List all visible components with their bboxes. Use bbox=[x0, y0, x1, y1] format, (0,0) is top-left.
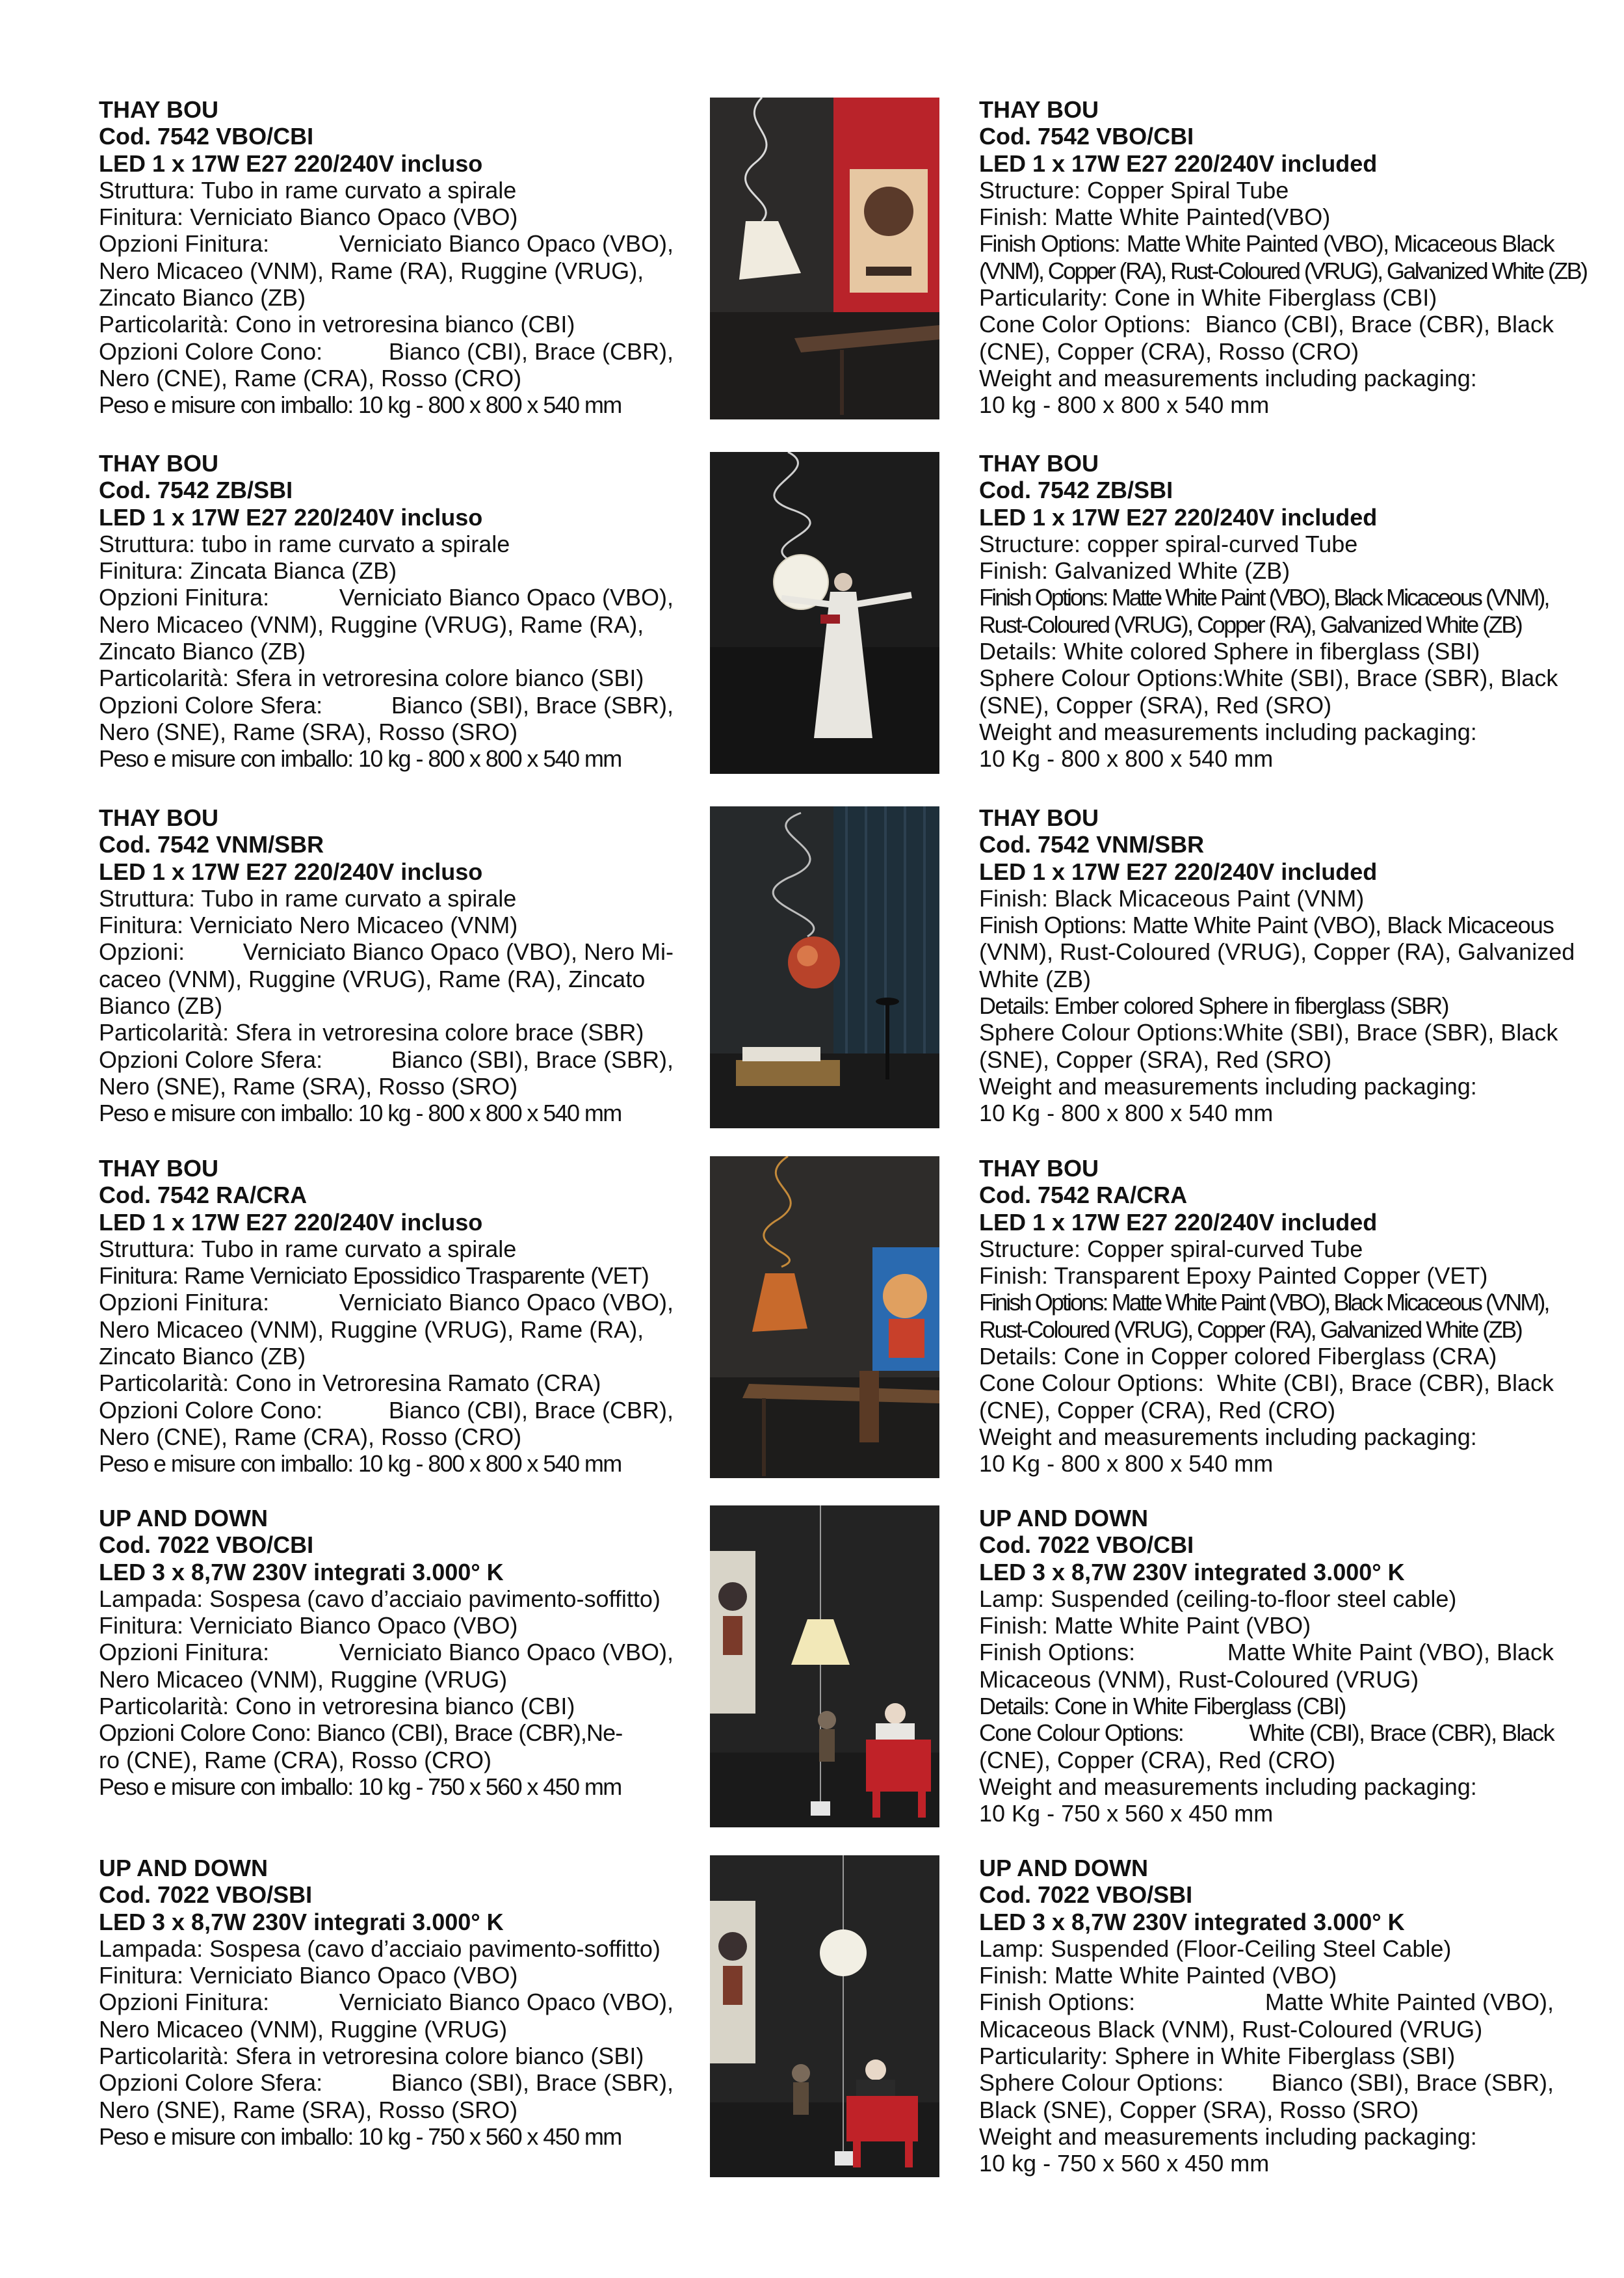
colour-line bbox=[979, 1719, 1554, 1746]
weight-label: Weight and measurements including packaging: bbox=[979, 718, 1477, 745]
weight-value: 10 Kg - 800 x 800 x 540 mm bbox=[979, 1450, 1274, 1477]
label: Opzioni Finitura: bbox=[99, 1639, 270, 1666]
label: Finitura: bbox=[99, 1612, 184, 1639]
value: Sospesa (cavo d’acciaio pavimento-soffitto) bbox=[209, 1585, 661, 1612]
peso-line bbox=[99, 1450, 674, 1477]
colore-line-2: ro (CNE), Rame (CRA), Rosso (CRO) bbox=[99, 1746, 492, 1773]
struttura-line bbox=[99, 531, 674, 557]
opzioni-finitura-line-3: Zincato Bianco (ZB) bbox=[99, 638, 306, 665]
lampada-line bbox=[99, 1585, 674, 1612]
entry-3-italian bbox=[99, 804, 674, 1127]
led-spec: LED 1 x 17W E27 220/240V incluso bbox=[99, 1208, 483, 1236]
label: Finish: bbox=[979, 1612, 1049, 1639]
value: Black Micaceous Paint (VNM) bbox=[1054, 884, 1365, 912]
label: Struttura: bbox=[99, 530, 196, 557]
label: Details: bbox=[979, 1343, 1058, 1370]
colour-line-2: Black (SNE), Copper (SRA), Rosso (SRO) bbox=[979, 2096, 1419, 2123]
particolarita-line bbox=[99, 311, 674, 338]
label: Cone Colour Options: bbox=[979, 1370, 1205, 1397]
label: Opzioni Colore Sfera: bbox=[99, 1046, 323, 1073]
value: White (CBI), Brace (CBR), Black bbox=[1249, 1719, 1554, 1747]
led-spec: LED 1 x 17W E27 220/240V included bbox=[979, 1208, 1378, 1236]
entry-4-english bbox=[979, 1155, 1554, 1477]
structure-line bbox=[979, 177, 1554, 204]
label: Opzioni Colore Cono: bbox=[99, 338, 323, 365]
opzioni-finitura-line-2: Nero Micaceo (VNM), Ruggine (VRUG) bbox=[99, 2015, 508, 2043]
label: Struttura: bbox=[99, 884, 196, 912]
value: Ember colored Sphere in fiberglass (SBR) bbox=[1054, 992, 1448, 1020]
colour-line bbox=[979, 1019, 1558, 1046]
product-name: UP AND DOWN bbox=[979, 1505, 1148, 1531]
product-code: Cod. 7542 VBO/CBI bbox=[99, 123, 314, 150]
entry-6-italian bbox=[99, 1855, 674, 2150]
value: Matte White Paint (VBO) bbox=[1054, 1612, 1311, 1639]
opzioni-finitura-line-2: Nero Micaceo (VNM), Ruggine (VRUG), Rame (RA), bbox=[99, 1316, 644, 1343]
finish-options-line-2: (VNM), Copper (RA), Rust-Coloured (VRUG), Galvanized White (ZB) bbox=[979, 257, 1587, 284]
colore-line-2: Nero (SNE), Rame (SRA), Rosso (SRO) bbox=[99, 718, 518, 745]
label: Struttura: bbox=[99, 1235, 196, 1262]
value: Suspended (Floor-Ceiling Steel Cable) bbox=[1051, 1935, 1452, 1962]
value: Cono in Vetroresina Ramato (CRA) bbox=[235, 1370, 601, 1397]
label: Opzioni Colore Cono: bbox=[99, 1396, 323, 1424]
value: Matte White Paint (VBO), Black bbox=[1227, 1639, 1554, 1666]
value: Cone in Copper colored Fiberglass (CRA) bbox=[1064, 1343, 1497, 1370]
label: Opzioni Finitura: bbox=[99, 1289, 270, 1316]
peso-line bbox=[99, 1773, 674, 1800]
colour-line bbox=[979, 311, 1554, 338]
finish-line bbox=[979, 885, 1554, 912]
product-name: THAY BOU bbox=[979, 1155, 1099, 1182]
label: Peso e misure con imballo: bbox=[99, 745, 353, 773]
value: Verniciato Bianco Opaco (VBO), Nero Mi- bbox=[242, 938, 674, 966]
value: Suspended (ceiling-to-floor steel cable) bbox=[1051, 1585, 1457, 1612]
value: Tubo in rame curvato a spirale bbox=[201, 1235, 517, 1262]
details-line bbox=[979, 638, 1554, 665]
product-code: Cod. 7542 RA/CRA bbox=[979, 1182, 1188, 1209]
value: Matte White Painted (VBO), Micaceous Black bbox=[1126, 230, 1554, 258]
label: Particularity: bbox=[979, 284, 1108, 311]
particolarita-line bbox=[99, 1693, 674, 1719]
value: Matte White Painted (VBO) bbox=[1054, 1962, 1337, 1989]
particularity-line bbox=[979, 2043, 1554, 2069]
finitura-line bbox=[99, 1262, 674, 1289]
particularity-line bbox=[979, 284, 1554, 311]
colore-line bbox=[99, 2069, 674, 2096]
weight-label: Weight and measurements including packaging: bbox=[979, 364, 1477, 391]
finitura-line bbox=[99, 1612, 674, 1639]
label: Lamp: bbox=[979, 1935, 1045, 1962]
value: Rame Verniciato Epossidico Trasparente (VET) bbox=[184, 1262, 649, 1290]
label: Structure: bbox=[979, 176, 1081, 204]
value: Matte White Painted (VBO), bbox=[1264, 1989, 1554, 2016]
value: 10 kg - 750 x 560 x 450 mm bbox=[358, 2123, 622, 2150]
label: Peso e misure con imballo: bbox=[99, 391, 353, 419]
value: Sfera in vetroresina colore bianco (SBI) bbox=[235, 2043, 644, 2070]
label: Particolarità: bbox=[99, 311, 229, 338]
value: Cone in White Fiberglass (CBI) bbox=[1054, 1693, 1346, 1720]
label: Finitura: bbox=[99, 204, 184, 231]
value: Verniciato Bianco Opaco (VBO), bbox=[339, 1639, 674, 1666]
thay-bou-ember-sphere-photo bbox=[710, 806, 939, 1128]
lamp-line bbox=[979, 1585, 1554, 1612]
opzioni-line bbox=[99, 938, 674, 965]
label: Finish Options: bbox=[979, 584, 1107, 611]
finish-options-line bbox=[979, 1639, 1554, 1665]
led-spec: LED 1 x 17W E27 220/240V included bbox=[979, 858, 1378, 885]
finish-options-line bbox=[979, 230, 1554, 257]
product-code: Cod. 7542 ZB/SBI bbox=[99, 477, 293, 504]
value: Sfera in vetroresina colore brace (SBR) bbox=[235, 1019, 644, 1046]
value: Sphere in White Fiberglass (SBI) bbox=[1114, 2043, 1456, 2070]
product-name: THAY BOU bbox=[99, 1155, 219, 1182]
value: Verniciato Bianco Opaco (VBO) bbox=[190, 1962, 518, 1989]
label: Particolarità: bbox=[99, 1370, 229, 1397]
value: Cono in vetroresina bianco (CBI) bbox=[235, 1693, 575, 1720]
label: Particolarità: bbox=[99, 2043, 229, 2070]
value: Verniciato Bianco Opaco (VBO) bbox=[190, 204, 518, 231]
finitura-line bbox=[99, 1962, 674, 1989]
product-code: Cod. 7542 RA/CRA bbox=[99, 1182, 308, 1209]
value: White (SBI), Brace (SBR), Black bbox=[1224, 1019, 1558, 1046]
label: Opzioni: bbox=[99, 938, 185, 966]
label: Cone Colour Options: bbox=[979, 1719, 1184, 1747]
value: Sospesa (cavo d’acciaio pavimento-soffitto) bbox=[209, 1935, 661, 1962]
colore-line-2: Nero (CNE), Rame (CRA), Rosso (CRO) bbox=[99, 364, 522, 391]
value: 10 kg - 750 x 560 x 450 mm bbox=[358, 1773, 622, 1800]
value: White (SBI), Brace (SBR), Black bbox=[1224, 665, 1558, 692]
finish-line bbox=[979, 1612, 1554, 1639]
weight-value: 10 Kg - 750 x 560 x 450 mm bbox=[979, 1800, 1274, 1827]
value: 10 kg - 800 x 800 x 540 mm bbox=[358, 1450, 622, 1477]
peso-line bbox=[99, 2123, 674, 2150]
value: White colored Sphere in fiberglass (SBI) bbox=[1064, 638, 1480, 665]
thay-bou-copper-cone-photo bbox=[710, 1156, 939, 1478]
led-spec: LED 1 x 17W E27 220/240V included bbox=[979, 150, 1378, 177]
peso-line bbox=[99, 1100, 674, 1126]
label: Finish Options: bbox=[979, 912, 1127, 939]
value: 10 kg - 800 x 800 x 540 mm bbox=[358, 391, 622, 419]
label: Sphere Colour Options: bbox=[979, 665, 1224, 692]
lampada-line bbox=[99, 1935, 674, 1962]
value: Verniciato Bianco Opaco (VBO), bbox=[339, 230, 674, 258]
entry-6-english bbox=[979, 1855, 1554, 2177]
label: Opzioni Finitura: bbox=[99, 584, 270, 611]
finish-options-line bbox=[979, 584, 1554, 611]
colore-line bbox=[99, 338, 674, 365]
colore-line bbox=[99, 692, 674, 719]
weight-label: Weight and measurements including packaging: bbox=[979, 2123, 1477, 2150]
product-code: Cod. 7022 VBO/CBI bbox=[979, 1531, 1194, 1559]
entry-2-english bbox=[979, 450, 1558, 773]
label: Finitura: bbox=[99, 1262, 178, 1290]
label: Finitura: bbox=[99, 1962, 184, 1989]
led-spec: LED 1 x 17W E27 220/240V incluso bbox=[99, 150, 483, 177]
struttura-line bbox=[99, 885, 674, 912]
label: Peso e misure con imballo: bbox=[99, 1100, 353, 1127]
led-spec: LED 1 x 17W E27 220/240V incluso bbox=[99, 858, 483, 885]
value: Matte White Paint (VBO), Black Micaceous (VNM), bbox=[1111, 1289, 1549, 1316]
weight-value: 10 kg - 750 x 560 x 450 mm bbox=[979, 2150, 1270, 2177]
label: Finish Options: bbox=[979, 230, 1120, 258]
label: Finish: bbox=[979, 557, 1049, 585]
label: Lamp: bbox=[979, 1585, 1045, 1612]
label: Struttura: bbox=[99, 176, 196, 204]
value: Verniciato Bianco Opaco (VBO), bbox=[339, 1989, 674, 2016]
value: copper spiral-curved Tube bbox=[1087, 530, 1358, 557]
structure-line bbox=[979, 1236, 1554, 1262]
value: 10 kg - 800 x 800 x 540 mm bbox=[358, 1100, 622, 1127]
led-spec: LED 3 x 8,7W 230V integrati 3.000° K bbox=[99, 1558, 504, 1585]
label: Sphere Colour Options: bbox=[979, 1019, 1224, 1046]
led-spec: LED 3 x 8,7W 230V integrated 3.000° K bbox=[979, 1908, 1405, 1935]
finish-line bbox=[979, 557, 1554, 584]
entry-3-english bbox=[979, 804, 1575, 1127]
details-line bbox=[979, 1693, 1554, 1719]
product-name: UP AND DOWN bbox=[979, 1855, 1148, 1881]
led-spec: LED 3 x 8,7W 230V integrated 3.000° K bbox=[979, 1558, 1405, 1585]
finish-options-line-2: Micaceous Black (VNM), Rust-Coloured (VRUG) bbox=[979, 2015, 1483, 2043]
details-line bbox=[979, 1343, 1554, 1370]
structure-line bbox=[979, 531, 1554, 557]
label: Sphere Colour Options: bbox=[979, 2069, 1224, 2097]
colore-line bbox=[99, 1046, 674, 1073]
label: Opzioni Colore Sfera: bbox=[99, 691, 323, 719]
weight-label: Weight and measurements including packaging: bbox=[979, 1773, 1477, 1800]
value: Bianco (CBI), Brace (CBR), bbox=[388, 1396, 674, 1424]
entry-2-italian bbox=[99, 450, 674, 773]
label: Finitura: bbox=[99, 912, 184, 939]
label: Details: bbox=[979, 638, 1058, 665]
colour-line-2: (CNE), Copper (CRA), Red (CRO) bbox=[979, 1396, 1336, 1424]
product-code: Cod. 7022 VBO/SBI bbox=[979, 1881, 1193, 1909]
finish-options-line bbox=[979, 912, 1554, 938]
struttura-line bbox=[99, 1236, 674, 1262]
opzioni-finitura-line-2: Nero Micaceo (VNM), Rame (RA), Ruggine (VRUG), bbox=[99, 257, 644, 284]
colour-line bbox=[979, 665, 1558, 692]
weight-label: Weight and measurements including packaging: bbox=[979, 1072, 1477, 1100]
product-code: Cod. 7022 VBO/SBI bbox=[99, 1881, 313, 1909]
label: Finish Options: bbox=[979, 1289, 1107, 1316]
finitura-line bbox=[99, 204, 674, 230]
peso-line bbox=[99, 391, 674, 418]
value: Bianco (SBI), Brace (SBR), bbox=[391, 1046, 674, 1073]
finish-options-line-2: (VNM), Rust-Coloured (VRUG), Copper (RA), Galvanized bbox=[979, 938, 1575, 966]
value: Bianco (SBI), Brace (SBR), bbox=[391, 2069, 674, 2097]
thay-bou-white-sphere-photo bbox=[710, 452, 939, 774]
opzioni-finitura-line-2: Nero Micaceo (VNM), Ruggine (VRUG) bbox=[99, 1665, 508, 1693]
colour-line-2: (SNE), Copper (SRA), Red (SRO) bbox=[979, 691, 1332, 719]
value: Bianco (SBI), Brace (SBR), bbox=[1271, 2069, 1554, 2097]
label: Details: bbox=[979, 992, 1049, 1020]
value: Galvanized White (ZB) bbox=[1054, 557, 1290, 585]
label: Particolarità: bbox=[99, 665, 229, 692]
colour-line-2: (CNE), Copper (CRA), Red (CRO) bbox=[979, 1746, 1336, 1773]
led-spec: LED 3 x 8,7W 230V integrati 3.000° K bbox=[99, 1908, 504, 1935]
label: Opzioni Finitura: bbox=[99, 230, 270, 258]
entry-1-italian bbox=[99, 96, 674, 419]
value: Verniciato Bianco Opaco (VBO), bbox=[339, 584, 674, 611]
label: Opzioni Finitura: bbox=[99, 1989, 270, 2016]
value: Copper Spiral Tube bbox=[1087, 176, 1289, 204]
up-and-down-white-cone-photo bbox=[710, 1505, 939, 1827]
entry-1-english bbox=[979, 96, 1587, 419]
finish-line bbox=[979, 1262, 1554, 1289]
product-code: Cod. 7542 VNM/SBR bbox=[99, 831, 324, 858]
details-line bbox=[979, 992, 1554, 1019]
thay-bou-white-cone-photo bbox=[710, 98, 939, 419]
opzioni-line-3: Bianco (ZB) bbox=[99, 992, 223, 1020]
finish-options-line-2: Micaceous (VNM), Rust-Coloured (VRUG) bbox=[979, 1665, 1419, 1693]
particolarita-line bbox=[99, 2043, 674, 2069]
value: Bianco (CBI), Brace (CBR), Black bbox=[1205, 311, 1554, 338]
colour-line bbox=[979, 1370, 1554, 1396]
value: Copper spiral-curved Tube bbox=[1087, 1235, 1363, 1262]
label: Opzioni Colore Cono: bbox=[99, 1719, 311, 1747]
label: Structure: bbox=[979, 1235, 1081, 1262]
weight-value: 10 Kg - 800 x 800 x 540 mm bbox=[979, 745, 1274, 773]
product-code: Cod. 7542 VNM/SBR bbox=[979, 831, 1205, 858]
weight-value: 10 Kg - 800 x 800 x 540 mm bbox=[979, 1100, 1274, 1127]
label: Opzioni Colore Sfera: bbox=[99, 2069, 323, 2097]
lamp-line bbox=[979, 1935, 1554, 1962]
value: Bianco (CBI), Brace (CBR), bbox=[388, 338, 674, 365]
label: Cone Color Options: bbox=[979, 311, 1192, 338]
label: Peso e misure con imballo: bbox=[99, 1450, 353, 1477]
opzioni-finitura-line bbox=[99, 584, 674, 611]
product-name: THAY BOU bbox=[99, 450, 219, 477]
peso-line bbox=[99, 745, 674, 772]
colore-line-2: Nero (CNE), Rame (CRA), Rosso (CRO) bbox=[99, 1423, 522, 1450]
value: Bianco (SBI), Brace (SBR), bbox=[391, 691, 674, 719]
label: Lampada: bbox=[99, 1585, 203, 1612]
entry-5-english bbox=[979, 1505, 1554, 1827]
product-name: THAY BOU bbox=[979, 96, 1099, 123]
value: tubo in rame curvato a spirale bbox=[202, 530, 510, 557]
up-and-down-white-sphere-photo bbox=[710, 1855, 939, 2177]
finish-options-line bbox=[979, 1289, 1554, 1316]
value: Cone in White Fiberglass (CBI) bbox=[1114, 284, 1437, 311]
label: Peso e misure con imballo: bbox=[99, 2123, 353, 2150]
value: Cono in vetroresina bianco (CBI) bbox=[235, 311, 575, 338]
value: Verniciato Bianco Opaco (VBO) bbox=[190, 1612, 518, 1639]
colore-line bbox=[99, 1719, 674, 1746]
product-name: THAY BOU bbox=[979, 450, 1099, 477]
led-spec: LED 1 x 17W E27 220/240V incluso bbox=[99, 503, 483, 531]
weight-value: 10 kg - 800 x 800 x 540 mm bbox=[979, 391, 1270, 419]
finitura-line bbox=[99, 557, 674, 584]
opzioni-finitura-line bbox=[99, 1289, 674, 1316]
particolarita-line bbox=[99, 1019, 674, 1046]
entry-4-italian bbox=[99, 1155, 674, 1477]
opzioni-finitura-line bbox=[99, 1989, 674, 2015]
led-spec: LED 1 x 17W E27 220/240V included bbox=[979, 503, 1378, 531]
label: Details: bbox=[979, 1693, 1049, 1720]
label: Finish Options: bbox=[979, 1989, 1136, 2016]
value: Tubo in rame curvato a spirale bbox=[201, 176, 517, 204]
product-name: UP AND DOWN bbox=[99, 1505, 268, 1531]
label: Lampada: bbox=[99, 1935, 203, 1962]
value: Zincata Bianca (ZB) bbox=[190, 557, 397, 585]
struttura-line bbox=[99, 177, 674, 204]
label: Particularity: bbox=[979, 2043, 1108, 2070]
product-name: THAY BOU bbox=[979, 804, 1099, 831]
label: Finitura: bbox=[99, 557, 184, 585]
product-name: THAY BOU bbox=[99, 96, 219, 123]
finish-options-line-2: Rust-Coloured (VRUG), Copper (RA), Galvanized White (ZB) bbox=[979, 611, 1522, 638]
value: Verniciato Bianco Opaco (VBO), bbox=[339, 1289, 674, 1316]
opzioni-finitura-line-2: Nero Micaceo (VNM), Ruggine (VRUG), Rame (RA), bbox=[99, 611, 644, 638]
value: 10 kg - 800 x 800 x 540 mm bbox=[358, 745, 622, 773]
finish-options-line-2: Rust-Coloured (VRUG), Copper (RA), Galvanized White (ZB) bbox=[979, 1316, 1522, 1343]
label: Finish: bbox=[979, 1962, 1049, 1989]
value: Tubo in rame curvato a spirale bbox=[201, 884, 517, 912]
colore-line-2: Nero (SNE), Rame (SRA), Rosso (SRO) bbox=[99, 2096, 518, 2123]
finish-options-line bbox=[979, 1989, 1554, 2015]
particolarita-line bbox=[99, 1370, 674, 1396]
opzioni-finitura-line-3: Zincato Bianco (ZB) bbox=[99, 284, 306, 311]
particolarita-line bbox=[99, 665, 674, 691]
product-code: Cod. 7542 VBO/CBI bbox=[979, 123, 1194, 150]
label: Particolarità: bbox=[99, 1693, 229, 1720]
value: Matte White Paint (VBO), Black Micaceous bbox=[1132, 912, 1554, 939]
label: Peso e misure con imballo: bbox=[99, 1773, 353, 1800]
colour-line-2: (CNE), Copper (CRA), Rosso (CRO) bbox=[979, 338, 1359, 365]
colore-line-2: Nero (SNE), Rame (SRA), Rosso (SRO) bbox=[99, 1072, 518, 1100]
value: Matte White Painted(VBO) bbox=[1054, 204, 1331, 231]
opzioni-line-2: caceo (VNM), Ruggine (VRUG), Rame (RA), Zincato bbox=[99, 965, 646, 992]
product-code: Cod. 7542 ZB/SBI bbox=[979, 477, 1173, 504]
finitura-line bbox=[99, 912, 674, 938]
colour-line bbox=[979, 2069, 1554, 2096]
value: Transparent Epoxy Painted Copper (VET) bbox=[1054, 1262, 1488, 1290]
finish-options-line-3: White (ZB) bbox=[979, 965, 1092, 992]
finish-line bbox=[979, 204, 1554, 230]
colour-line-2: (SNE), Copper (SRA), Red (SRO) bbox=[979, 1046, 1332, 1073]
finish-line bbox=[979, 1962, 1554, 1989]
entry-5-italian bbox=[99, 1505, 674, 1800]
colore-line bbox=[99, 1397, 674, 1424]
label: Finish: bbox=[979, 1262, 1049, 1290]
product-code: Cod. 7022 VBO/CBI bbox=[99, 1531, 314, 1559]
label: Particolarità: bbox=[99, 1019, 229, 1046]
value: Sfera in vetroresina colore bianco (SBI) bbox=[235, 665, 644, 692]
product-name: THAY BOU bbox=[99, 804, 219, 831]
opzioni-finitura-line-3: Zincato Bianco (ZB) bbox=[99, 1343, 306, 1370]
opzioni-finitura-line bbox=[99, 1639, 674, 1665]
label: Finish Options: bbox=[979, 1639, 1136, 1666]
label: Finish: bbox=[979, 204, 1049, 231]
weight-label: Weight and measurements including packaging: bbox=[979, 1423, 1477, 1450]
product-name: UP AND DOWN bbox=[99, 1855, 268, 1881]
label: Finish: bbox=[979, 884, 1049, 912]
opzioni-finitura-line bbox=[99, 230, 674, 257]
value: Matte White Paint (VBO), Black Micaceous (VNM), bbox=[1111, 584, 1549, 611]
value: White (CBI), Brace (CBR), Black bbox=[1216, 1370, 1554, 1397]
label: Structure: bbox=[979, 530, 1081, 557]
value: Bianco (CBI), Brace (CBR),Ne- bbox=[317, 1719, 623, 1747]
value: Verniciato Nero Micaceo (VNM) bbox=[190, 912, 518, 939]
